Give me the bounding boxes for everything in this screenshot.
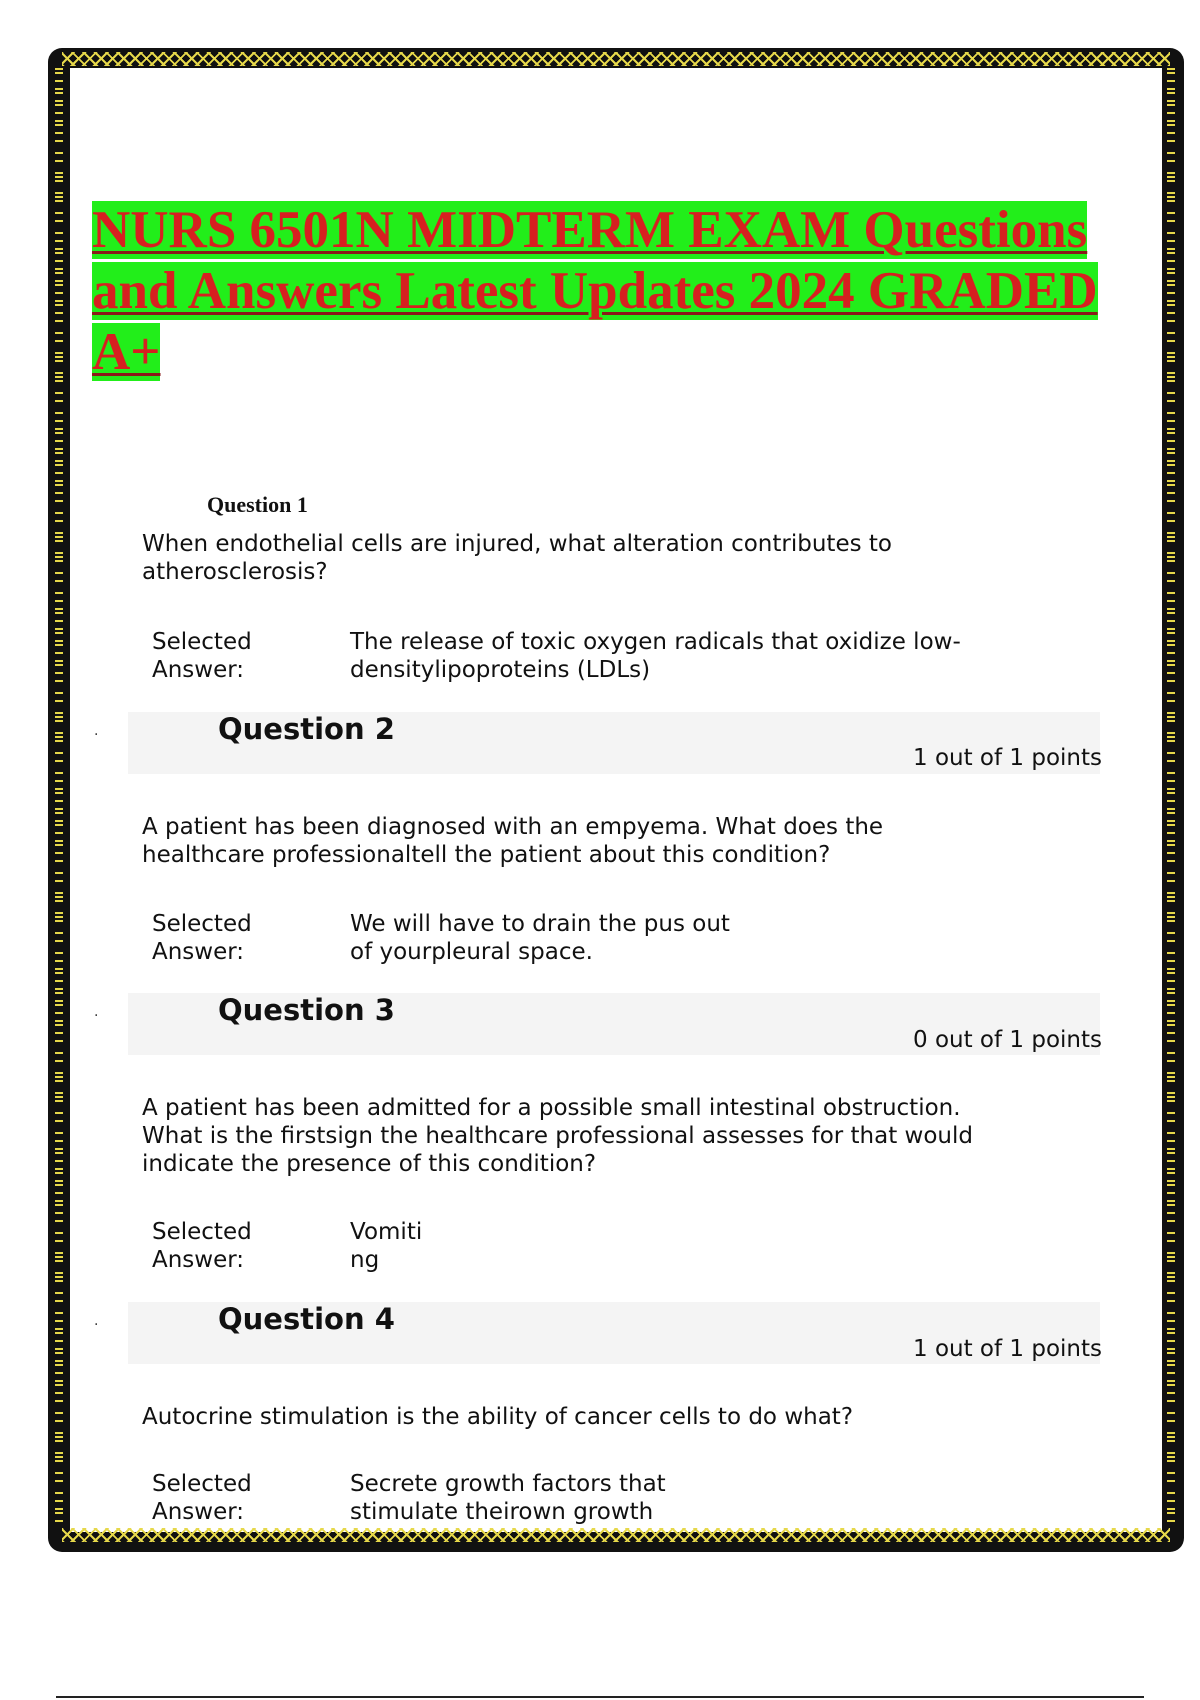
answer-line: Secrete growth factors that <box>350 1471 666 1497</box>
question-text-line: Autocrine stimulation is the ability of cancer cells to do what? <box>142 1404 854 1430</box>
border-pattern-bottom <box>62 1528 1170 1542</box>
question-text-line: A patient has been admitted for a possible small intestinal obstruction. <box>142 1095 961 1121</box>
answer-line: stimulate theirown growth <box>350 1499 654 1525</box>
question-text-line: A patient has been diagnosed with an empyema. What does the <box>142 814 884 840</box>
selected-answer-label <box>152 910 322 966</box>
question-4-answer <box>350 1470 1050 1526</box>
question-3-points: 0 out of 1 points <box>913 1027 1102 1053</box>
answer-line: of yourpleural space. <box>350 939 593 965</box>
selected-answer-label <box>152 1470 322 1526</box>
answer-line: densitylipoproteins (LDLs) <box>350 657 651 683</box>
question-text-line: When endothelial cells are injured, what alteration contributes to <box>142 531 892 557</box>
selected-label-line: Answer: <box>152 1499 245 1525</box>
question-2-label: Question 2 <box>218 712 395 746</box>
page-bottom-rule <box>56 1696 1144 1698</box>
question-1-text <box>142 530 1042 586</box>
answer-line: The release of toxic oxygen radicals that oxidize low- <box>350 629 961 655</box>
bullet-dot: . <box>94 1313 99 1329</box>
selected-label-line: Answer: <box>152 1247 245 1273</box>
question-text-line: What is the firstsign the healthcare professional assesses for that would <box>142 1123 973 1149</box>
selected-label-line: Selected <box>152 1471 252 1497</box>
bullet-dot: . <box>94 723 99 739</box>
border-pattern-top <box>62 52 1170 66</box>
question-3-label: Question 3 <box>218 993 395 1027</box>
selected-label-line: Answer: <box>152 939 245 965</box>
answer-line: Vomiti <box>350 1219 423 1245</box>
selected-answer-label <box>152 628 322 684</box>
question-3-answer <box>350 1218 1050 1274</box>
border-pattern-left <box>52 68 66 1528</box>
question-1-answer <box>350 628 1050 684</box>
border-pattern-right <box>1164 68 1178 1528</box>
question-2-answer <box>350 910 1050 966</box>
selected-label-line: Selected <box>152 1219 252 1245</box>
question-4-text <box>142 1403 1042 1431</box>
question-text-line: atherosclerosis? <box>142 559 328 585</box>
title-line-2: and Answers Latest Updates 2024 GRADED <box>92 262 1098 320</box>
title-line-1: NURS 6501N MIDTERM EXAM Questions <box>92 201 1088 259</box>
selected-answer-label <box>152 1218 322 1274</box>
question-2-text <box>142 813 1042 869</box>
question-4-label: Question 4 <box>218 1302 395 1336</box>
question-2-points: 1 out of 1 points <box>913 745 1102 771</box>
selected-label-line: Answer: <box>152 657 245 683</box>
selected-label-line: Selected <box>152 911 252 937</box>
selected-label-line: Selected <box>152 629 252 655</box>
question-3-text <box>142 1094 1042 1178</box>
question-text-line: healthcare professionaltell the patient about this condition? <box>142 842 831 868</box>
question-text-line: indicate the presence of this condition? <box>142 1151 597 1177</box>
answer-line: ng <box>350 1247 380 1273</box>
document-title <box>92 200 1102 383</box>
answer-line: We will have to drain the pus out <box>350 911 730 937</box>
bullet-dot: . <box>94 1004 99 1020</box>
title-line-3: A+ <box>92 323 161 381</box>
question-4-points: 1 out of 1 points <box>913 1336 1102 1362</box>
question-1-label: Question 1 <box>207 492 308 517</box>
